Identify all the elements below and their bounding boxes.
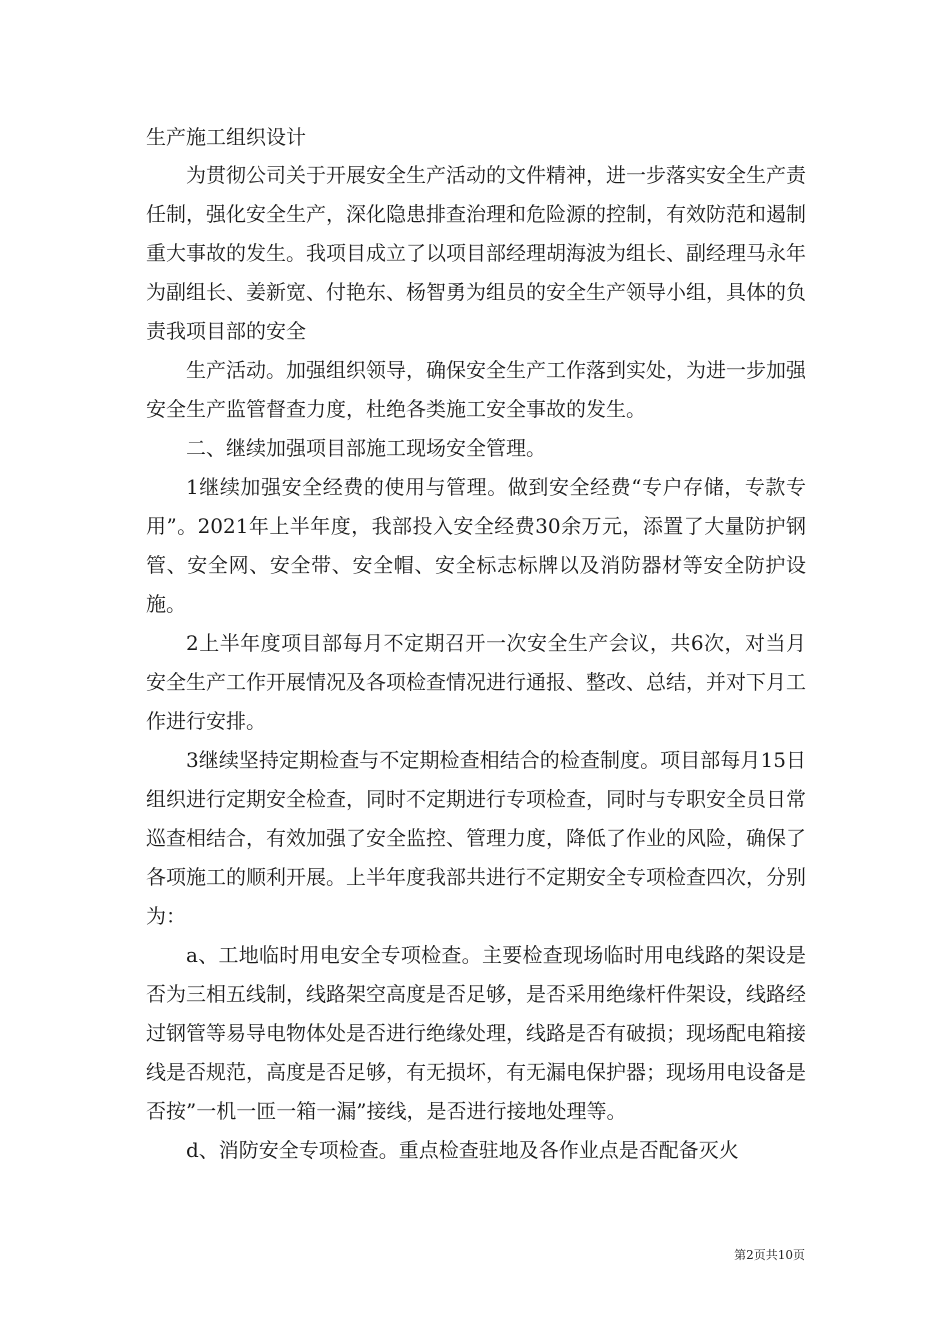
paragraph-item-1: 1继续加强安全经费的使用与管理。做到安全经费“专户存储，专款专用”。2021年上半年度，我部投入安全经费30余万元，添置了大量防护钢管、安全网、安全带、安全帽、安全标志标牌以及消防器材等安全防护设施。: [146, 475, 806, 616]
document-title: 生产施工组织设计: [146, 125, 306, 149]
paragraph-item-3: 3继续坚持定期检查与不定期检查相结合的检查制度。项目部每月15日组织进行定期安全检查，同时不定期进行专项检查，同时与专职安全员日常巡查相结合，有效加强了安全监控、管理力度，降低了作业的风险，确保了各项施工的顺利开展。上半年度我部共进行不定期安全专项检查四次，分别为：: [146, 748, 806, 928]
paragraph-2: 生产活动。加强组织领导，确保安全生产工作落到实处，为进一步加强安全生产监管督查力度，杜绝各类施工安全事故的发生。: [146, 358, 806, 421]
paragraph-item-a: a、工地临时用电安全专项检查。主要检查现场临时用电线路的架设是否为三相五线制，线路架空高度是否足够，是否采用绝缘杆件架设，线路经过钢管等易导电物体处是否进行绝缘处理，线路是否有破损；现场配电箱接线是否规范，高度是否足够，有无损坏，有无漏电保护器；现场用电设备是否按”一机一匝一箱一漏”接线，是否进行接地处理等。: [146, 943, 806, 1123]
document-body: [146, 118, 806, 1170]
page-number: 第2页共10页: [734, 1248, 805, 1262]
section-heading: 二、继续加强项目部施工现场安全管理。: [186, 436, 546, 460]
paragraph-item-2: 2上半年度项目部每月不定期召开一次安全生产会议，共6次，对当月安全生产工作开展情况及各项检查情况进行通报、整改、总结，并对下月工作进行安排。: [146, 631, 806, 733]
paragraph-1: 为贯彻公司关于开展安全生产活动的文件精神，进一步落实安全生产责任制，强化安全生产，深化隐患排查治理和危险源的控制，有效防范和遏制重大事故的发生。我项目成立了以项目部经理胡海波为组长、副经理马永年为副组长、姜新宽、付艳东、杨智勇为组员的安全生产领导小组，具体的负责我项目部的安全: [146, 163, 806, 343]
paragraph-item-d: d、消防安全专项检查。重点检查驻地及各作业点是否配备灭火: [186, 1138, 739, 1162]
